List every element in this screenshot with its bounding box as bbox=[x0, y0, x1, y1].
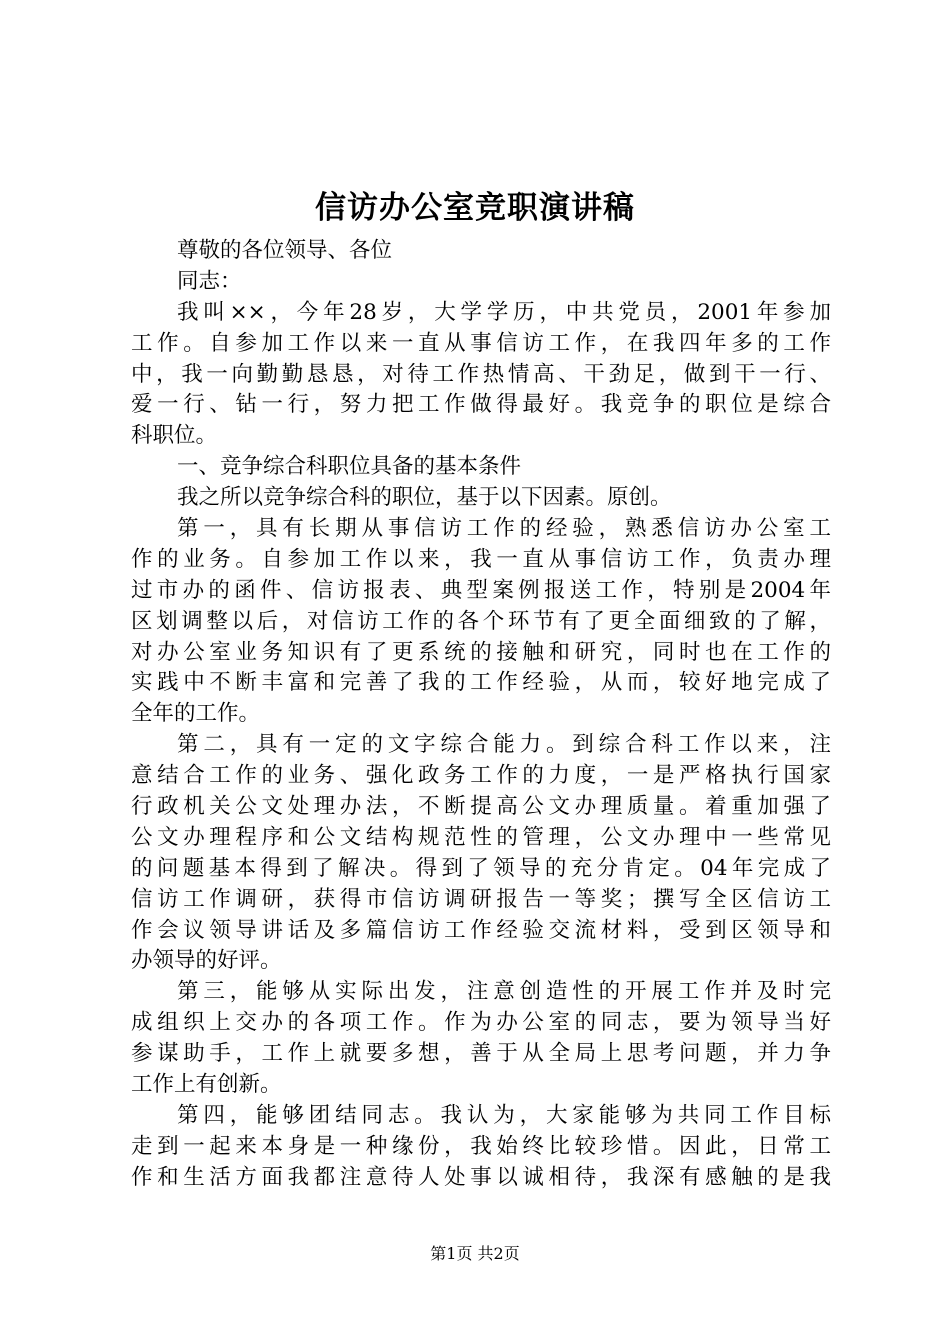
text-line: 作和生活方面我都注意待人处事以诚相待，我深有感触的是我 bbox=[131, 1164, 831, 1190]
text-line: 尊敬的各位领导、各位 bbox=[177, 238, 393, 263]
text-line: 走到一起来本身是一种缘份，我始终比较珍惜。因此，日常工 bbox=[131, 1133, 831, 1159]
document-title: 信访办公室竞职演讲稿 bbox=[315, 190, 635, 226]
text-line: 意结合工作的业务、强化政务工作的力度，一是严格执行国家 bbox=[131, 763, 831, 789]
text-line: 同志： bbox=[177, 268, 242, 294]
text-line: 区划调整以后，对信访工作的各个环节有了更全面细致的了解， bbox=[131, 608, 831, 634]
text-line: 实践中不断丰富和完善了我的工作经验，从而，较好地完成了 bbox=[131, 670, 831, 696]
text-line: 过市办的函件、信访报表、典型案例报送工作，特别是2004年 bbox=[131, 577, 831, 603]
text-line: 对办公室业务知识有了更系统的接触和研究，同时也在工作的 bbox=[131, 639, 831, 665]
text-line: 公文办理程序和公文结构规范性的管理，公文办理中一些常见 bbox=[131, 824, 831, 850]
text-line: 我之所以竞争综合科的职位，基于以下因素。原创。 bbox=[177, 485, 672, 511]
text-line: 作的业务。自参加工作以来，我一直从事信访工作，负责办理 bbox=[131, 546, 831, 572]
text-line: 第四，能够团结同志。我认为，大家能够为共同工作目标 bbox=[177, 1102, 831, 1128]
document-body bbox=[131, 236, 831, 1194]
text-line: 办领导的好评。 bbox=[131, 948, 282, 974]
text-line: 第二，具有一定的文字综合能力。到综合科工作以来，注 bbox=[177, 732, 831, 758]
text-line: 中，我一向勤勤恳恳，对待工作热情高、干劲足，做到干一行、 bbox=[131, 361, 831, 387]
text-line: 全年的工作。 bbox=[131, 701, 261, 727]
text-line: 的问题基本得到了解决。得到了领导的充分肯定。04年完成了 bbox=[131, 855, 831, 881]
page-footer: 第1页 共2页 bbox=[430, 1244, 520, 1263]
text-line: 我叫××，今年28岁，大学学历，中共党员，2001年参加 bbox=[177, 299, 831, 325]
text-line: 第三，能够从实际出发，注意创造性的开展工作并及时完 bbox=[177, 979, 831, 1005]
text-line: 工作上有创新。 bbox=[131, 1072, 282, 1098]
text-line: 第一，具有长期从事信访工作的经验，熟悉信访办公室工 bbox=[177, 516, 831, 542]
section-heading: 一、竞争综合科职位具备的基本条件 bbox=[177, 454, 522, 480]
text-line: 成组织上交办的各项工作。作为办公室的同志，要为领导当好 bbox=[131, 1010, 831, 1036]
text-line: 参谋助手，工作上就要多想，善于从全局上思考问题，并力争 bbox=[131, 1041, 831, 1067]
text-line: 爱一行、钻一行，努力把工作做得最好。我竞争的职位是综合 bbox=[131, 392, 831, 418]
text-line: 信访工作调研，获得市信访调研报告一等奖；撰写全区信访工 bbox=[131, 886, 831, 912]
text-line: 科职位。 bbox=[131, 423, 218, 449]
text-line: 作会议领导讲话及多篇信访工作经验交流材料，受到区领导和 bbox=[131, 917, 831, 943]
text-line: 行政机关公文处理办法，不断提高公文办理质量。着重加强了 bbox=[131, 794, 831, 820]
text-line: 工作。自参加工作以来一直从事信访工作，在我四年多的工作 bbox=[131, 330, 831, 356]
